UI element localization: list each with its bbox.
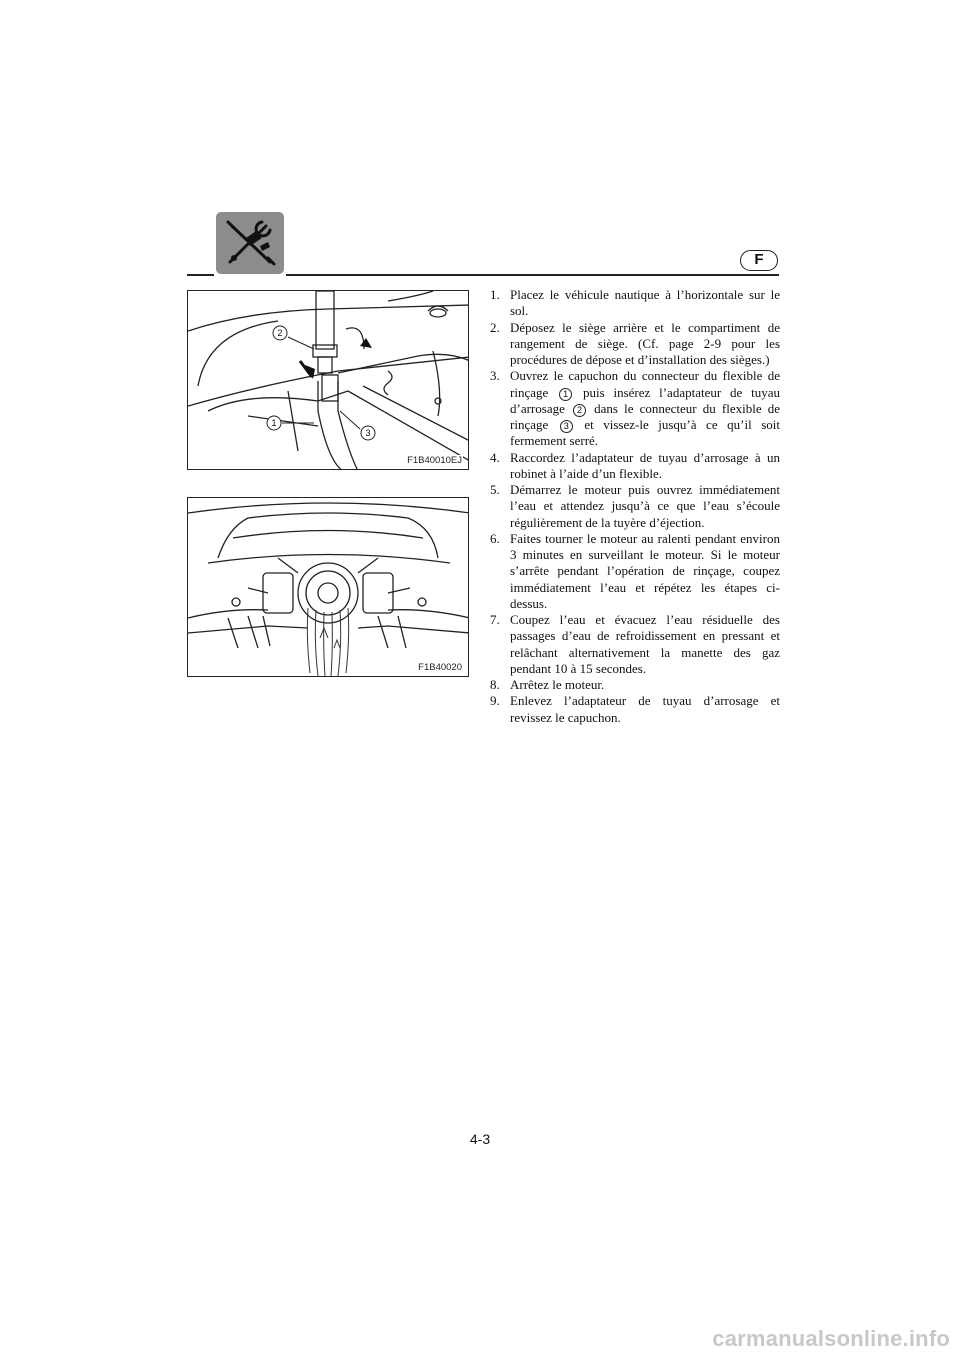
step-number: 8. <box>490 677 500 692</box>
step-item <box>490 368 780 449</box>
step-item <box>490 531 780 612</box>
step-item <box>490 612 780 677</box>
step-number: 5. <box>490 482 500 497</box>
header-rule-right <box>286 274 779 276</box>
step-text: Coupez l’eau et évacuez l’eau résiduelle des passages d’eau de refroidissement en pressant et relâchant alternativement la manette des gaz pendant 10 à 15 secondes. <box>510 612 780 676</box>
step-item <box>490 320 780 369</box>
tools-maintenance-icon <box>216 212 284 274</box>
language-badge: F <box>740 250 778 271</box>
step-number: 7. <box>490 612 500 627</box>
step-item <box>490 693 780 726</box>
step-text: Enlevez l’adaptateur de tuyau d’arrosage et revissez le capuchon. <box>510 693 780 725</box>
step-text: Démarrez le moteur puis ouvrez immédiatement l’eau et attendez jusqu’à ce que l’eau s’écoule régulièrement de la tuyère d’éjection. <box>510 482 780 530</box>
step-item <box>490 482 780 531</box>
step-number: 6. <box>490 530 500 546</box>
step-text: Raccordez l’adaptateur de tuyau d’arrosage à un robinet à l’aide d’un flexible. <box>510 449 780 481</box>
figure-code: F1B40010EJ <box>407 455 462 466</box>
step-text: Déposez le siège arrière et le compartiment de rangement de siège. (Cf. page 2-9 pour les procédures de dépose et d’installation des sièges.) <box>510 319 780 367</box>
figure-code: F1B40020 <box>418 662 462 673</box>
callout-2: 2 <box>573 404 586 417</box>
step-item <box>490 287 780 320</box>
step-text: puis insérez l’adaptateur de tuyau d’arrosage <box>510 384 781 416</box>
header-rule-left <box>187 274 214 276</box>
step-text: et vissez-le jusqu’à ce qu’il soit fermement serré. <box>510 417 780 449</box>
step-text: Ouvrez le capuchon du connecteur du flexible de rinçage <box>510 368 780 400</box>
figure-jet-nozzle <box>187 497 469 677</box>
callout-3: 3 <box>560 420 573 433</box>
callout-2-label: 2 <box>277 328 283 338</box>
step-item <box>490 450 780 483</box>
step-text: Faites tourner le moteur au ralenti pendant environ 3 minutes en surveillant le moteur. Si le moteur s’arrête pendant l’opération de rinçage, coupez immédiatement l’eau et répétez les étapes ci-dessus. <box>510 530 780 611</box>
page-number: 4-3 <box>469 1131 491 1147</box>
step-number: 9. <box>490 693 500 709</box>
step-number: 3. <box>490 368 500 384</box>
callout-1-label: 1 <box>271 418 277 428</box>
step-item <box>490 677 780 693</box>
site-watermark: carmanualsonline.info <box>712 1326 950 1351</box>
step-number: 4. <box>490 449 500 465</box>
callout-1: 1 <box>559 388 572 401</box>
step-text: Placez le véhicule nautique à l’horizontale sur le sol. <box>510 287 780 319</box>
step-text: dans le connecteur du flexible de rinçage <box>510 400 781 432</box>
figure-flush-connector <box>187 290 469 470</box>
step-number: 1. <box>490 287 500 302</box>
step-number: 2. <box>490 319 500 335</box>
flushing-steps-list <box>490 287 780 726</box>
step-text: Arrêtez le moteur. <box>510 677 605 692</box>
callout-3-label: 3 <box>365 428 371 438</box>
